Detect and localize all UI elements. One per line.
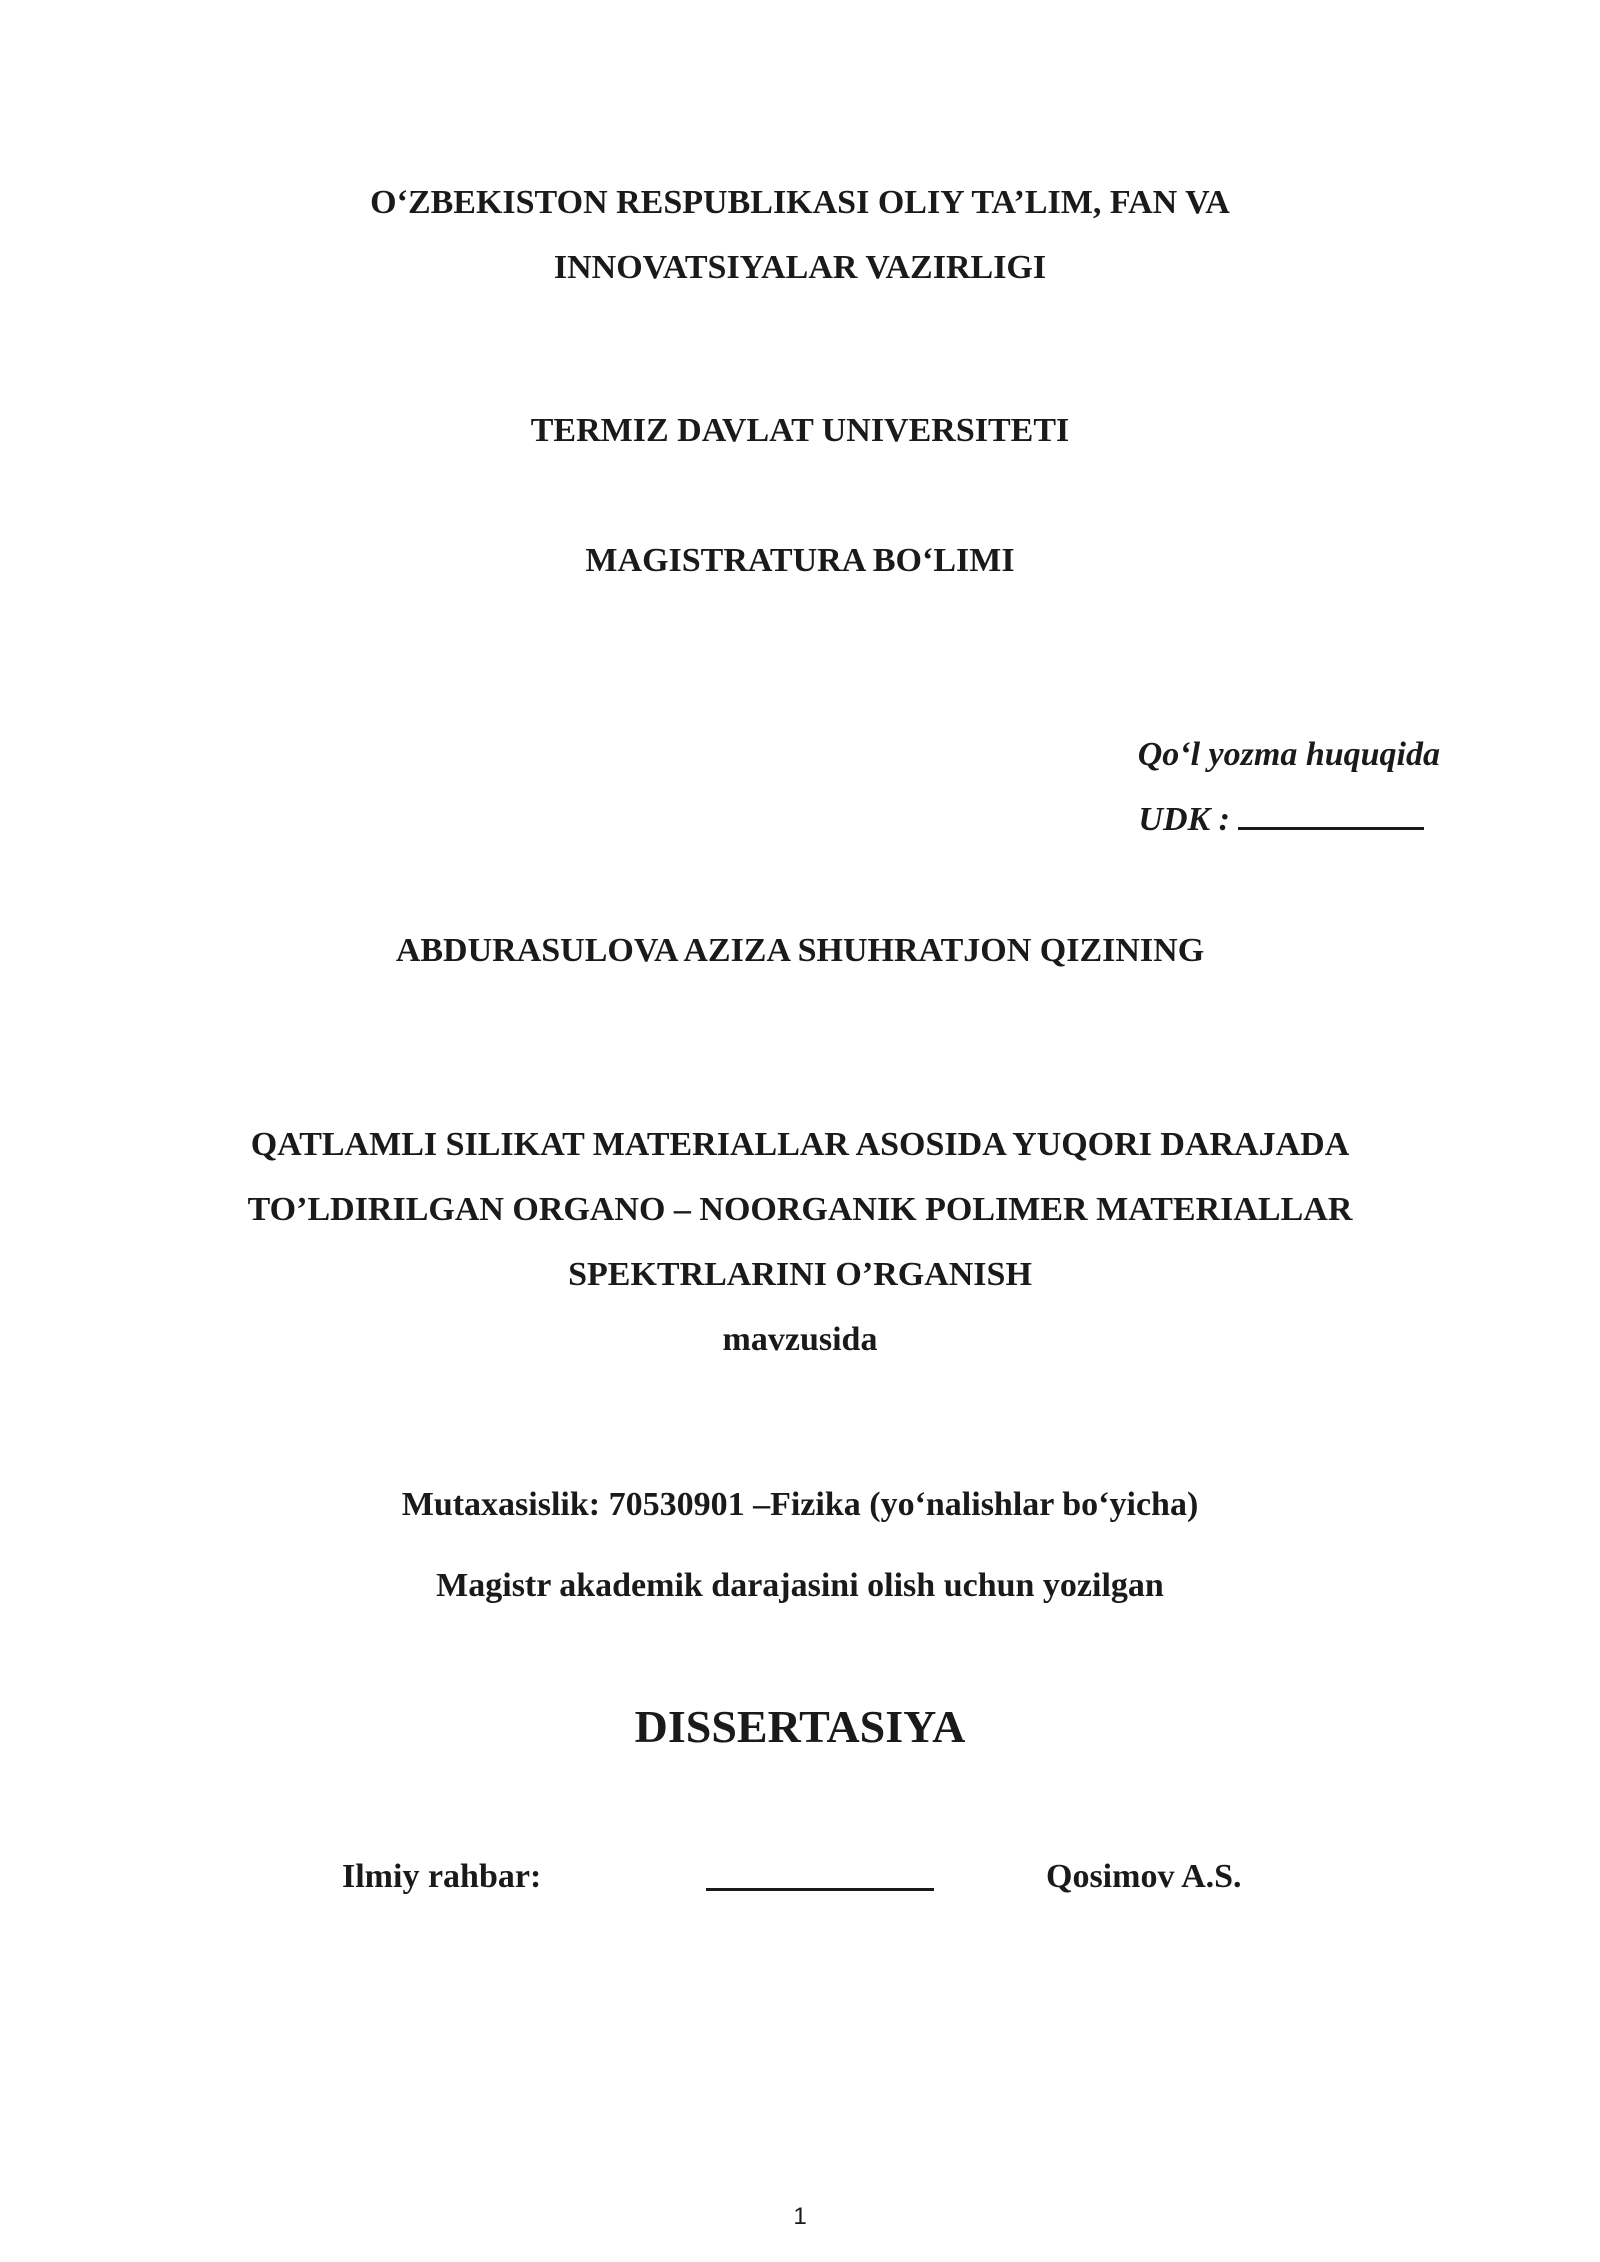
document-type-line: DISSERTASIYA [634,1701,966,1752]
thesis-title-line-2: TO’LDIRILGAN ORGANO – NOORGANIK POLIMER MATERIALLAR [247,1191,1353,1228]
thesis-title [0,1112,1600,1372]
university-name [0,398,1600,463]
supervisor-label: Ilmiy rahbar: [342,1858,542,1895]
ministry-line-1: O‘ZBEKISTON RESPUBLIKASI OLIY TA’LIM, FAN VA [370,184,1230,221]
ministry-line-2: INNOVATSIYALAR VAZIRLIGI [553,249,1047,286]
page-number: 1 [793,2203,807,2230]
thesis-title-line-1: QATLAMLI SILIKAT MATERIALLAR ASOSIDA YUQORI DARAJADA [250,1126,1350,1163]
supervisor-name: Qosimov A.S. [1046,1858,1242,1895]
udk-label: UDK : [1138,801,1230,838]
degree-line: Magistr akademik darajasini olish uchun yozilgan [436,1567,1164,1604]
speciality-line: Mutaxasislik: 70530901 –Fizika (yo‘nalishlar bo‘yicha) [401,1486,1199,1523]
thesis-topic-suffix: mavzusida [722,1321,878,1358]
signature-blank-line [706,1888,934,1891]
author-line: ABDURASULOVA AZIZA SHUHRATJON QIZINING [395,932,1205,969]
degree-note [0,1553,1600,1618]
ministry-heading [0,170,1600,300]
thesis-title-line-3: SPEKTRLARINI O’RGANISH [568,1256,1032,1293]
supervisor-row [0,1842,1600,1912]
speciality [0,1472,1600,1537]
author-name [0,918,1600,983]
department-name [0,528,1600,593]
udk-line [900,787,1440,852]
document-type-title [0,1692,1600,1762]
university-line: TERMIZ DAVLAT UNIVERSITETI [530,412,1070,449]
copyright-note: Qo‘l yozma huquqida [1137,736,1440,773]
udk-blank-field [1238,797,1424,830]
department-line: MAGISTRATURA BO‘LIMI [585,542,1015,579]
rights-block [900,722,1440,852]
